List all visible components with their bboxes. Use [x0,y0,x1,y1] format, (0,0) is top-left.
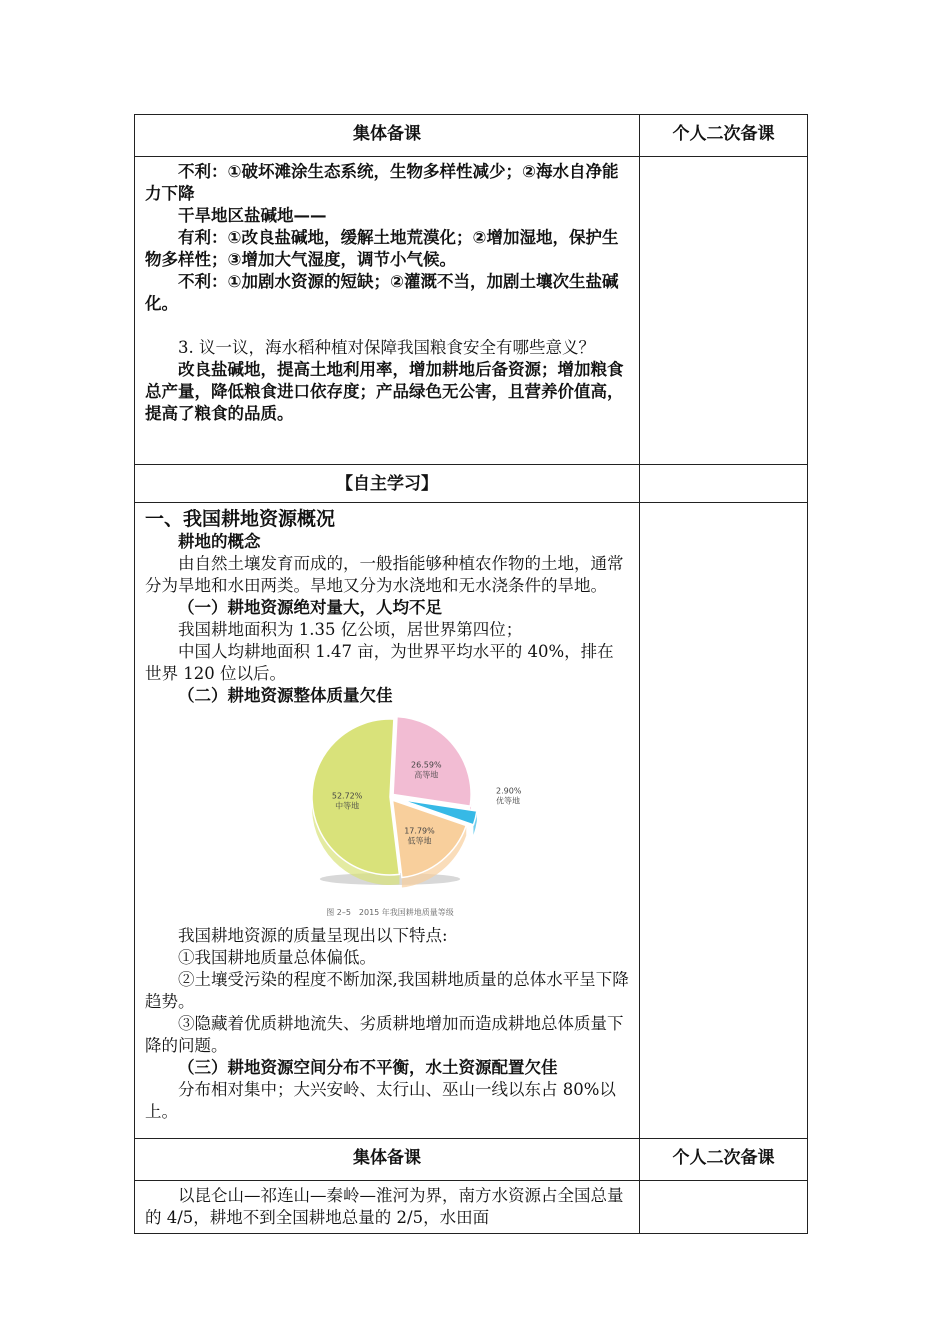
saline-land-title: 干旱地区盐碱地—— [178,206,327,225]
discussion-question: 3. 议一议，海水稻种植对保障我国粮食安全有哪些意义？ [178,338,595,357]
distribution-text: 分布相对集中；大兴安岭、太行山、巫山一线以东占 80%以上。 [145,1080,616,1121]
personal-prep-cell-2 [640,1181,808,1234]
disadvantage-text: 不利：①破坏滩涂生态系统，生物多样性减少；②海水自净能力下降 [145,162,619,203]
concept-text: 由自然土壤发育而成的，一般指能够种植农作物的土地，通常分为旱地和水田两类。旱地又分为水浇地和无水浇条件的旱地。 [145,554,624,595]
features-intro: 我国耕地资源的质量呈现出以下特点: [178,926,448,945]
pie-value-label: 2.90% [496,786,522,796]
subheading-3: （三）耕地资源空间分布不平衡，水土资源配置欠佳 [178,1058,558,1077]
pie-category-label: 中等地 [335,801,360,811]
pie-category-label: 高等地 [414,770,439,780]
pie-chart-figure [145,711,629,923]
pie-value-label: 17.79% [404,826,435,836]
feature-2: ②土壤受污染的程度不断加深,我国耕地质量的总体水平呈下降趋势。 [145,970,629,1011]
self-study-right-cell [640,465,808,503]
collective-prep-cell [135,157,640,465]
personal-prep-cell [640,157,808,465]
collective-prep-header-2: 集体备课 [135,1139,640,1181]
collective-prep-cell-2 [135,1181,640,1234]
feature-3: ③隐藏着优质耕地流失、劣质耕地增加而造成耕地总体质量下降的问题。 [145,1014,624,1055]
self-study-content-cell [135,503,640,1139]
advantage-text: 有利：①改良盐碱地，缓解土地荒漠化；②增加湿地，保护生物多样性；③增加大气湿度，调节小气候。 [145,228,619,269]
pie-category-label: 优等地 [496,796,520,806]
section-heading: 一、我国耕地资源概况 [145,508,336,530]
chart-caption: 图 2–5 2015 年我国耕地质量等级 [326,908,454,917]
per-capita-text: 中国人均耕地面积 1.47 亩，为世界平均水平的 40%，排在世界 120 位以后。 [145,642,614,683]
subheading-2: （二）耕地资源整体质量欠佳 [178,686,393,705]
discussion-answer: 改良盐碱地，提高土地利用率，增加耕地后备资源；增加粮食总产量，降低粮食进口依存度；产品绿色无公害，且营养价值高，提高了粮食的品质。 [145,360,624,423]
pie-chart [145,711,630,923]
water-distribution-text: 以昆仑山—祁连山—秦岭—淮河为界，南方水资源占全国总量的 4/5，耕地不到全国耕地总量的 2/5，水田面 [145,1186,624,1227]
pie-value-label: 26.59% [411,760,442,770]
pie-value-label: 52.72% [331,791,363,801]
pie-category-label: 低等地 [407,836,432,846]
self-study-personal-cell [640,503,808,1139]
feature-1: ①我国耕地质量总体偏低。 [178,948,376,967]
farmland-area-text: 我国耕地面积为 1.35 亿公顷，居世界第四位； [178,620,523,639]
subheading-1: （一）耕地资源绝对量大，人均不足 [178,598,442,617]
self-study-label: 【自主学习】 [135,465,640,503]
lesson-plan-table [134,114,808,1234]
disadvantage-text-2: 不利：①加剧水资源的短缺；②灌溉不当，加剧土壤次生盐碱化。 [145,272,619,313]
collective-prep-header: 集体备课 [135,115,640,157]
concept-title: 耕地的概念 [178,532,261,551]
personal-prep-header-2: 个人二次备课 [640,1139,808,1181]
personal-prep-header: 个人二次备课 [640,115,808,157]
